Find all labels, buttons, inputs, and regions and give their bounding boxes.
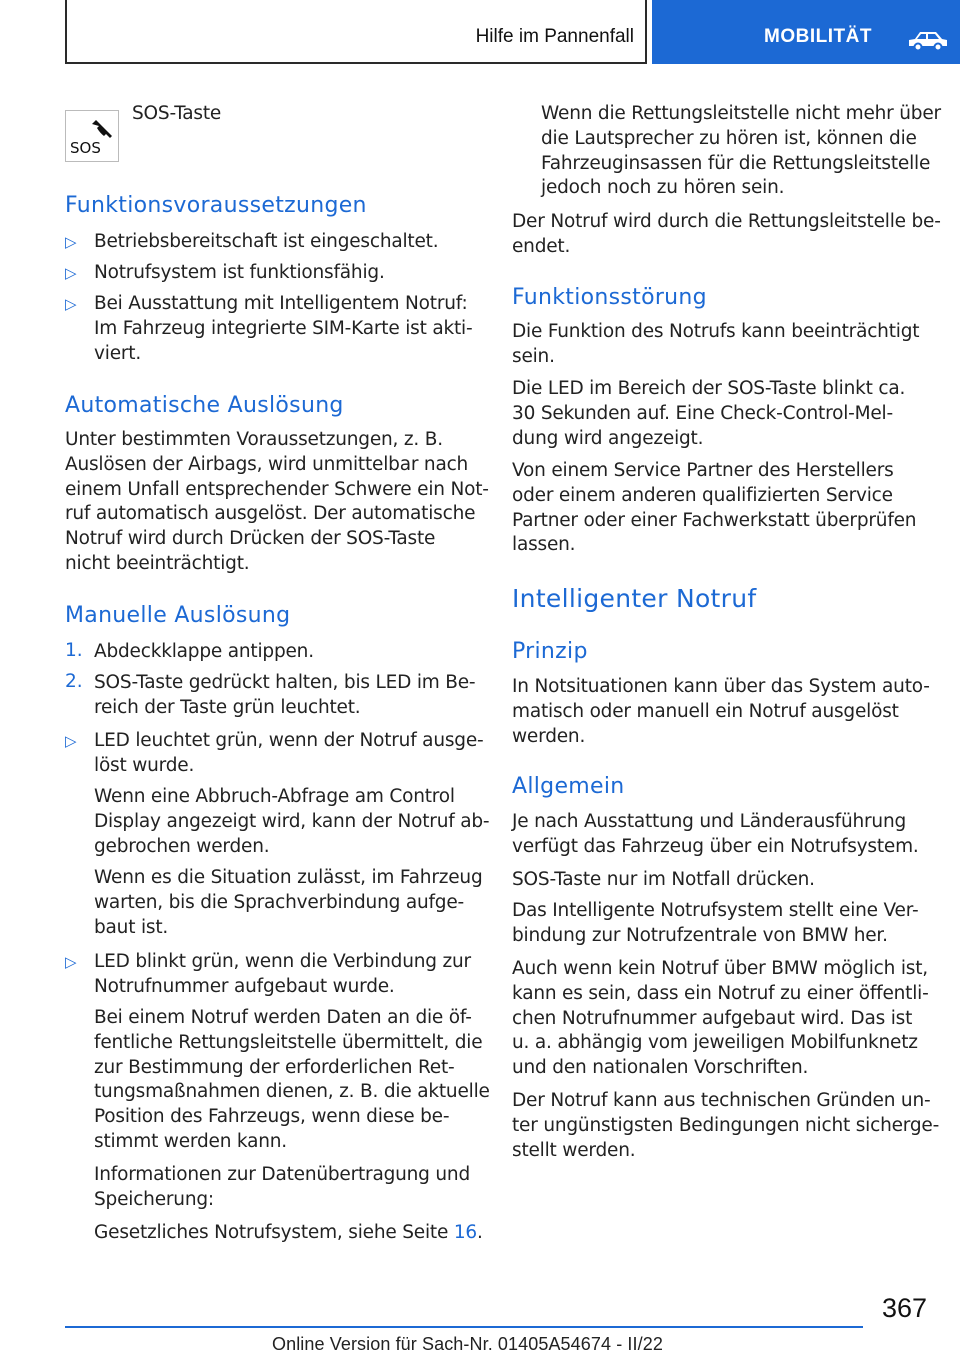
- step-number: 1.: [65, 640, 83, 661]
- led-blink-detail-line: stimmt werden kann.: [94, 1131, 287, 1152]
- heading-funktionsvoraussetzungen: Funktionsvoraussetzungen: [65, 193, 367, 218]
- malfunction-line: Von einem Service Partner des Herstellers: [512, 460, 894, 481]
- led-lit-line: LED leuchtet grün, wenn der Notruf ausge-: [94, 730, 484, 751]
- led-blink-detail-line: Informationen zur Datenübertragung und: [94, 1164, 471, 1185]
- bullet-marker: ▷: [65, 264, 77, 282]
- header-chapter-label: MOBILITÄT: [764, 26, 872, 47]
- malfunction-line: sein.: [512, 345, 555, 367]
- general-line: chen Notrufnummer aufgebaut wird. Das ist: [512, 1007, 913, 1029]
- continued-line: die Lautsprecher zu hören ist, können die: [541, 127, 917, 149]
- heading-automatische-ausloesung: Automatische Auslösung: [65, 393, 344, 418]
- heading-manuelle-ausloesung: Manuelle Auslösung: [65, 603, 291, 628]
- general-line: verfügt das Fahrzeug über ein Notrufsystem.: [512, 835, 919, 857]
- step-line: Abdeckklappe antippen.: [94, 641, 314, 662]
- auto-paragraph-line: Auslösen der Airbags, wird unmittelbar nach: [65, 453, 469, 475]
- call-end-line: Der Notruf wird durch die Rettungsleitstelle be-: [512, 211, 941, 232]
- auto-paragraph-line: einem Unfall entsprechender Schwere ein Not-: [65, 478, 489, 500]
- continued-line: jedoch noch zu hören sein.: [541, 177, 785, 199]
- general-line: Der Notruf kann aus technischen Gründen un-: [512, 1090, 931, 1111]
- auto-paragraph-line: nicht beeinträchtigt.: [65, 553, 250, 574]
- principle-line: matisch oder manuell ein Notruf ausgelöst: [512, 700, 899, 722]
- general-line: und den nationalen Vorschriften.: [512, 1057, 809, 1079]
- general-line: u. a. abhängig vom jeweiligen Mobilfunknetz: [512, 1032, 918, 1054]
- requirement-line: Notrufsystem ist funktionsfähig.: [94, 262, 385, 283]
- continued-line: Wenn die Rettungsleitstelle nicht mehr über: [541, 103, 941, 124]
- led-blink-detail-line: Bei einem Notruf werden Daten an die öf-: [94, 1007, 472, 1028]
- malfunction-line: 30 Sekunden auf. Eine Check-Control-Mel-: [512, 402, 893, 424]
- sos-icon-label: SOS: [70, 139, 101, 157]
- step-number: 2.: [65, 671, 83, 692]
- auto-paragraph-line: ruf automatisch ausgelöst. Der automatische: [65, 503, 476, 525]
- bullet-marker: ▷: [65, 295, 77, 313]
- page-reference-link[interactable]: 16: [453, 1222, 477, 1243]
- header-chapter-tab[interactable]: [652, 0, 960, 64]
- heading-funktionsstoerung: Funktionsstörung: [512, 285, 707, 310]
- step-line: reich der Taste grün leuchtet.: [94, 696, 361, 718]
- requirement-line: Bei Ausstattung mit Intelligentem Notruf:: [94, 293, 468, 314]
- footer-divider: [65, 1326, 863, 1328]
- reference-line: [94, 1221, 483, 1246]
- auto-paragraph-line: Unter bestimmten Voraussetzungen, z. B.: [65, 429, 443, 450]
- sos-button-icon: [65, 110, 119, 162]
- requirement-line: Betriebsbereitschaft ist eingeschaltet.: [94, 231, 439, 252]
- car-icon: [906, 28, 950, 52]
- led-blink-detail-line: tungsmaßnahmen dienen, z. B. die aktuelle: [94, 1081, 490, 1103]
- general-line: Je nach Ausstattung und Länderausführung: [512, 811, 907, 832]
- led-blink-detail-line: zur Bestimmung der erforderlichen Ret-: [94, 1056, 455, 1078]
- general-line: stellt werden.: [512, 1139, 636, 1161]
- principle-line: In Notsituationen kann über das System auto-: [512, 676, 930, 697]
- requirement-line: Im Fahrzeug integrierte SIM-Karte ist akti-: [94, 317, 473, 339]
- continued-line: Fahrzeuginsassen für die Rettungsleitstelle: [541, 152, 931, 174]
- general-line: SOS-Taste nur im Notfall drücken.: [512, 869, 815, 890]
- malfunction-line: oder einem anderen qualifizierten Service: [512, 484, 893, 506]
- reference-end: .: [476, 1222, 483, 1243]
- general-line: kann es sein, dass ein Notruf zu einer öffentli-: [512, 982, 929, 1004]
- led-lit-detail-line: Wenn es die Situation zulässt, im Fahrzeug: [94, 867, 483, 888]
- general-line: ter ungünstigsten Bedingungen nicht sicherge-: [512, 1114, 940, 1136]
- led-lit-detail-line: gebrochen werden.: [94, 835, 270, 857]
- led-blink-detail-line: Position des Fahrzeugs, wenn diese be-: [94, 1106, 450, 1128]
- malfunction-line: lassen.: [512, 534, 576, 556]
- led-lit-line: löst wurde.: [94, 754, 195, 776]
- page-number: 367: [881, 1293, 927, 1323]
- heading-allgemein: Allgemein: [512, 774, 625, 799]
- led-blink-detail-line: Speicherung:: [94, 1188, 214, 1210]
- call-end-line: endet.: [512, 235, 571, 257]
- heading-prinzip: Prinzip: [512, 639, 588, 664]
- requirement-line: viert.: [94, 342, 142, 364]
- auto-paragraph-line: Notruf wird durch Drücken der SOS-Taste: [65, 528, 436, 550]
- malfunction-line: dung wird angezeigt.: [512, 427, 704, 449]
- step-line: SOS-Taste gedrückt halten, bis LED im Be-: [94, 672, 476, 693]
- led-blink-line: Notrufnummer aufgebaut wurde.: [94, 975, 395, 997]
- reference-text: Gesetzliches Notrufsystem, siehe Seite: [94, 1222, 454, 1243]
- bullet-marker: ▷: [65, 233, 77, 251]
- bullet-marker: ▷: [65, 953, 77, 971]
- general-line: Das Intelligente Notrufsystem stellt eine Ver-: [512, 900, 919, 921]
- heading-intelligenter-notruf: Intelligenter Notruf: [512, 584, 757, 613]
- led-lit-detail-line: baut ist.: [94, 916, 169, 938]
- general-line: Auch wenn kein Notruf über BMW möglich ist,: [512, 958, 928, 979]
- footer-text: Online Version für Sach-Nr. 01405A54674 - II/22: [272, 1334, 663, 1354]
- malfunction-line: Die LED im Bereich der SOS-Taste blinkt ca.: [512, 378, 906, 399]
- bullet-marker: ▷: [65, 732, 77, 750]
- led-lit-detail-line: Wenn eine Abbruch-Abfrage am Control: [94, 786, 455, 807]
- malfunction-line: Die Funktion des Notrufs kann beeinträchtigt: [512, 321, 920, 342]
- malfunction-line: Partner oder einer Fachwerkstatt überprüfen: [512, 509, 917, 531]
- led-blink-detail-line: fentliche Rettungsleitstelle übermittelt, die: [94, 1031, 483, 1053]
- header-section-title: Hilfe im Pannenfall: [475, 26, 634, 47]
- principle-line: werden.: [512, 725, 586, 747]
- sos-title: SOS-Taste: [132, 103, 222, 124]
- led-lit-detail-line: warten, bis die Sprachverbindung aufge-: [94, 891, 465, 913]
- general-line: bindung zur Notrufzentrale von BMW her.: [512, 924, 888, 946]
- led-blink-line: LED blinkt grün, wenn die Verbindung zur: [94, 951, 471, 972]
- led-lit-detail-line: Display angezeigt wird, kann der Notruf ab-: [94, 810, 490, 832]
